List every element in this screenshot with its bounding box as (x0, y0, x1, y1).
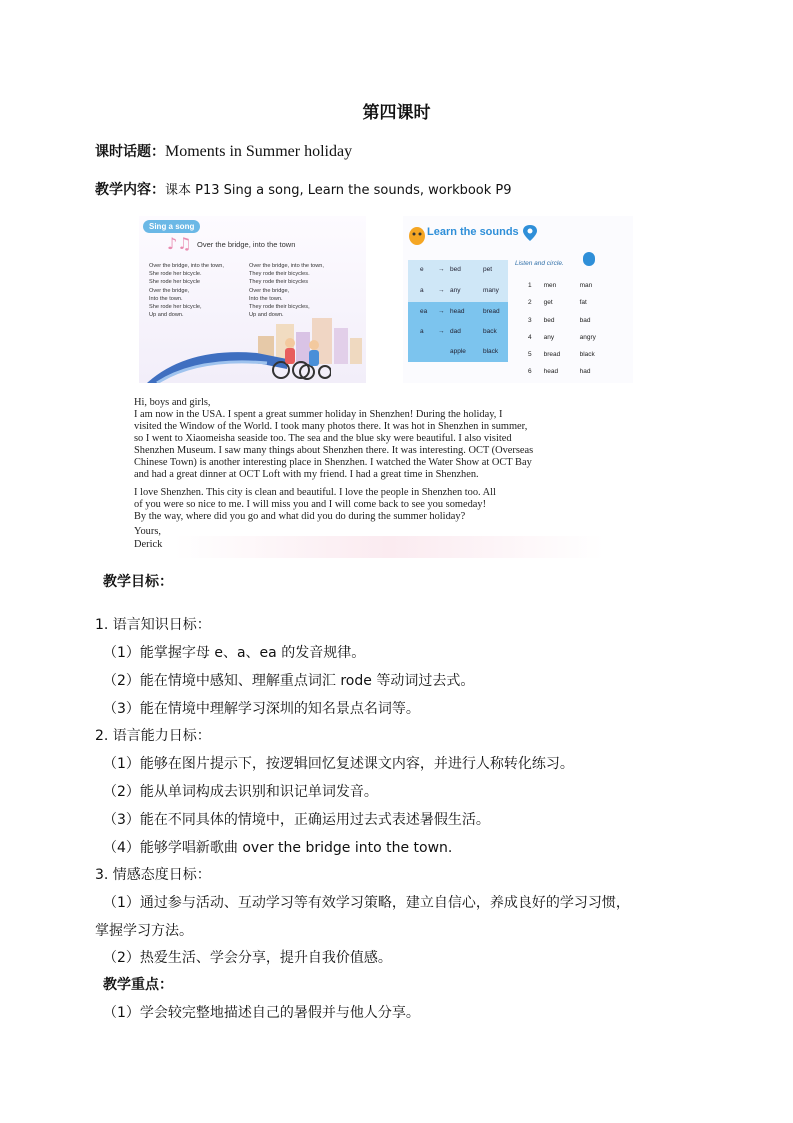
goal-3-item: 掌握学习方法。 (95, 923, 193, 939)
content-line (95, 179, 512, 199)
lyric-line: She rode her bicycle (149, 279, 200, 286)
cyclists-illustration (267, 334, 331, 380)
letter-line: Yours, (134, 526, 161, 537)
letter-line: I am now in the USA. I spent a great summer holiday in Shenzhen! During the holiday, I (134, 409, 503, 420)
key-points-heading: 教学重点： (103, 977, 173, 993)
page-title: 第四课时 (362, 103, 431, 123)
word-pair: 6 head had (528, 368, 591, 376)
lyric-line: Over the bridge, into the town, (249, 263, 324, 269)
lyric-line: Over the bridge, (149, 287, 190, 294)
word-pair: 1 men man (528, 282, 593, 289)
letter-bottom-fade (174, 536, 604, 558)
lyric-line: Into the town. (149, 295, 183, 302)
learn-the-sounds-image (403, 216, 633, 383)
listen-word-pairs (528, 277, 596, 381)
sounds-title: Learn the sounds (427, 226, 519, 238)
goal-1-item: （3）能在情境中理解学习深圳的知名景点名词等。 (103, 701, 420, 717)
bridge-illustration (147, 343, 287, 383)
audio-icon (583, 252, 595, 266)
word-pair: 3 bed bad (528, 316, 591, 324)
letter-line: visited the Window of the World. I took many photos there. It was hot in Shenzhen in summer, (134, 421, 528, 432)
word-pair: 5 bread black (528, 351, 595, 359)
sing-a-song-image (139, 216, 366, 383)
letter-line: Shenzhen Museum. I saw many things about Shenzhen there. It was interesting. OCT (Overseas (134, 445, 534, 456)
lyric-line: Over the bridge, into the town, (149, 263, 224, 269)
phonics-row: apple black (408, 342, 508, 362)
lyric-line: She rode her bicycle. (149, 271, 202, 278)
goal-1-item: （1）能掌握字母 e、a、ea 的发音规律。 (103, 645, 366, 661)
word-pair: 4 any angry (528, 333, 596, 341)
lyrics-left (149, 262, 224, 319)
song-subtitle: Over the bridge, into the town (197, 240, 296, 249)
letter-line: of you were so nice to me. I will miss you and I will come back to see you someday! (134, 499, 487, 510)
goal-1-title: 1. 语言知识日标： (95, 617, 211, 633)
goal-3-item: （1）通过参与活动、互动学习等有效学习策略，建立自信心，养成良好的学习习惯， (103, 895, 630, 911)
derick-letter-image (134, 392, 604, 558)
music-notes-icon: ♪♫ (167, 234, 192, 253)
letter-line: Chinese Town) is another interesting place in Shenzhen. I watched the Water Show at OCT Bay (134, 457, 532, 468)
phonics-row: e → bed pet (420, 266, 493, 273)
lyric-line: She rode her bicycle, (149, 304, 202, 311)
goal-2-item: （3）能在不同具体的情境中，正确运用过去式表述暑假生活。 (103, 812, 490, 828)
goal-3-item: （2）热爱生活、学会分享，提升自我价值感。 (103, 950, 392, 966)
lyric-line: They rode their bicycles, (249, 304, 310, 311)
goal-2-item: （2）能从单词构成去识别和识记单词发音。 (103, 784, 378, 800)
topic-value: Moments in Summer holiday (165, 143, 353, 160)
listen-and-circle-label: Listen and circle. (515, 260, 564, 267)
phonics-row: a → any many (420, 287, 499, 294)
lyrics-right (249, 262, 324, 319)
goal-2-item: （1）能够在图片提示下，按逻辑回忆复述课文内容，并进行人称转化练习。 (103, 756, 574, 772)
letter-line: so I went to Xiaomeisha seaside too. The sea and the blue sky were beautiful. I also visited (134, 433, 512, 444)
letter-line: Hi, boys and girls, (134, 397, 211, 408)
lyric-line: They rode their bicycles (249, 279, 309, 286)
letter-line: By the way, where did you go and what did you do during the summer holiday? (134, 511, 466, 522)
letter-line: and had a great dinner at OCT Loft with my friend. I had a great time in Shenzhen. (134, 469, 479, 480)
topic-label: 课时话题： (95, 144, 165, 160)
goals-heading: 教学目标： (103, 574, 173, 590)
goal-1-item: （2）能在情境中感知、理解重点词汇 rode 等动词过去式。 (103, 673, 475, 689)
phonics-row: a → dad back (408, 322, 508, 342)
phonics-row: ea → head bread (408, 302, 508, 322)
letter-line: I love Shenzhen. This city is clean and beautiful. I love the people in Shenzhen too. All (134, 487, 496, 498)
topic-line (95, 141, 352, 161)
goal-2-item: （4）能够学唱新歌曲 over the bridge into the town. (103, 840, 453, 856)
goal-2-title: 2. 语言能力日标： (95, 728, 211, 744)
word-pair: 2 get fat (528, 299, 587, 307)
song-badge: Sing a song (143, 220, 200, 233)
mascot-icon (407, 222, 427, 246)
letter-line: Derick (134, 539, 163, 550)
key-point-item: （1）学会较完整地描述自己的暑假并与他人分享。 (103, 1005, 420, 1021)
lyric-line: Up and down. (249, 312, 284, 319)
content-value: 课本 P13 Sing a song, Learn the sounds, workbook P9 (165, 183, 512, 198)
lyric-line: Into the town. (249, 295, 283, 302)
goal-3-title: 3. 情感态度日标： (95, 867, 211, 883)
phonics-table (408, 260, 508, 362)
content-label: 教学内容： (95, 182, 165, 198)
lyric-line: Over the bridge, (249, 287, 290, 294)
location-pin-icon (523, 225, 537, 241)
lyric-line: They rode their bicycles. (249, 271, 310, 278)
lyric-line: Up and down. (149, 312, 184, 319)
